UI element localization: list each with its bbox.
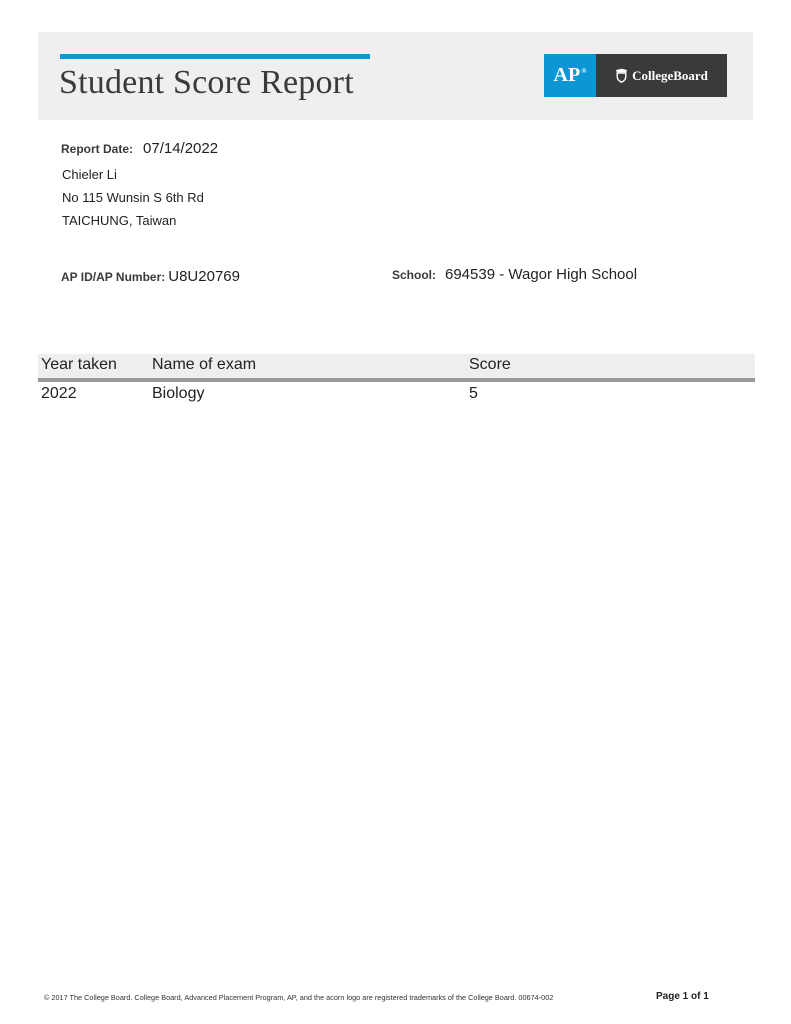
report-date-label: Report Date: <box>61 142 134 156</box>
collegeboard-logo <box>596 54 727 97</box>
column-header-year: Year taken <box>41 356 117 373</box>
report-header <box>38 32 753 120</box>
collegeboard-logo-text: CollegeBoard <box>632 67 708 83</box>
table-row <box>38 382 755 408</box>
row-year: 2022 <box>41 385 77 402</box>
acorn-icon <box>615 68 628 83</box>
address-line-2: TAICHUNG, Taiwan <box>62 213 177 228</box>
page-number: Page 1 of 1 <box>656 991 709 1002</box>
footer-legal-text: © 2017 The College Board. College Board, Advanced Placement Program, AP, and the acorn logo are registered trademarks of the College Board. 00674-002 <box>44 993 554 1002</box>
column-header-score: Score <box>469 356 511 373</box>
school-value: 694539 - Wagor High School <box>445 266 638 283</box>
header-accent-bar <box>60 54 370 59</box>
score-table <box>38 354 755 408</box>
student-name: Chieler Li <box>62 167 117 182</box>
ap-logo-mark: ® <box>581 66 587 75</box>
ap-logo-text: AP <box>553 64 581 86</box>
column-header-exam: Name of exam <box>152 356 257 373</box>
page-title: Student Score Report <box>59 64 354 101</box>
ap-id-value: U8U20769 <box>168 268 240 285</box>
score-table-header <box>38 354 755 382</box>
ap-id-field <box>61 268 240 285</box>
ap-collegeboard-logo <box>544 54 727 97</box>
address-line-1: No 115 Wunsin S 6th Rd <box>62 190 204 205</box>
school-field <box>392 266 637 283</box>
row-score: 5 <box>469 385 478 402</box>
ap-logo <box>544 54 596 97</box>
school-label: School: <box>392 268 436 282</box>
report-date-field <box>61 140 218 157</box>
ap-id-label: AP ID/AP Number: <box>61 270 166 284</box>
row-exam: Biology <box>152 385 205 402</box>
report-date-value: 07/14/2022 <box>143 140 219 157</box>
